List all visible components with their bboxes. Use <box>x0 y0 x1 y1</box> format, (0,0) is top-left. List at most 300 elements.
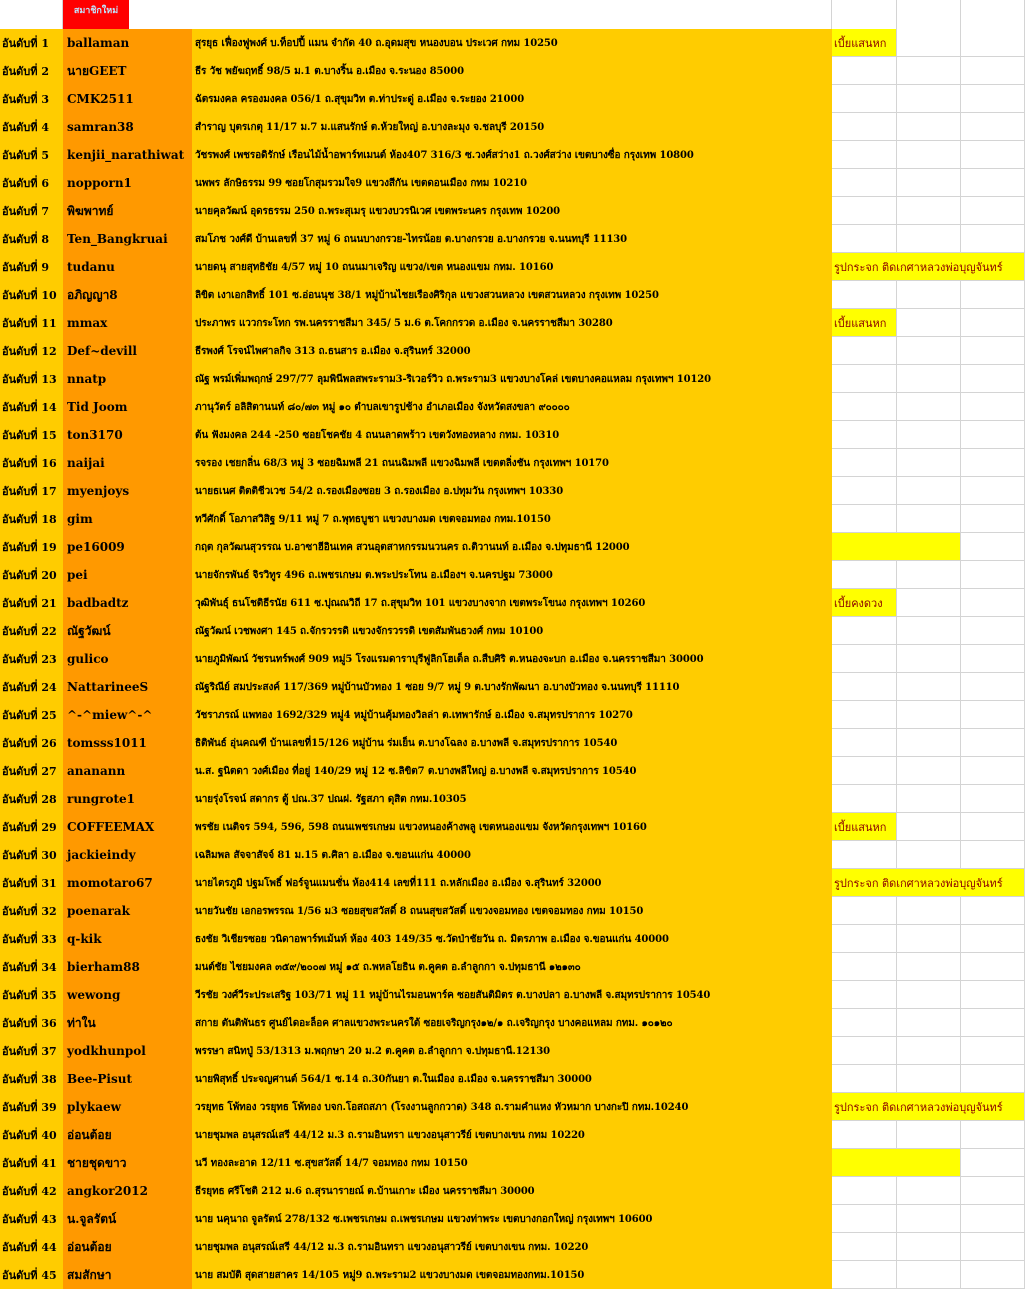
address-cell[interactable] <box>192 701 832 729</box>
address-cell[interactable] <box>192 421 832 449</box>
note-cell[interactable] <box>832 757 897 785</box>
rank-cell[interactable] <box>0 505 63 533</box>
username-cell-text: nnatp <box>67 372 107 386</box>
rank-cell[interactable] <box>0 29 63 57</box>
username-cell[interactable] <box>63 477 192 505</box>
username-cell[interactable] <box>63 589 192 617</box>
address-cell[interactable] <box>192 897 832 925</box>
empty-cell-f[interactable] <box>961 1261 1025 1289</box>
address-cell[interactable] <box>192 1261 832 1289</box>
empty-cell-f[interactable] <box>961 113 1025 141</box>
empty-cell-e[interactable] <box>897 197 961 225</box>
username-cell[interactable] <box>63 281 192 309</box>
rank-cell[interactable] <box>0 1009 63 1037</box>
empty-cell-e[interactable] <box>897 85 961 113</box>
address-cell[interactable] <box>192 281 832 309</box>
rank-cell-text: อันดับที่ 32 <box>2 905 57 918</box>
username-cell[interactable] <box>63 757 192 785</box>
empty-cell-f[interactable] <box>961 589 1025 617</box>
note-cell[interactable] <box>832 225 897 253</box>
username-cell[interactable] <box>63 869 192 897</box>
empty-cell-f[interactable] <box>961 141 1025 169</box>
note-cell[interactable] <box>832 617 897 645</box>
username-cell[interactable] <box>63 673 192 701</box>
rank-cell[interactable] <box>0 1037 63 1065</box>
header-cell-d[interactable] <box>832 0 897 29</box>
table-row <box>0 281 1025 309</box>
rank-cell[interactable] <box>0 701 63 729</box>
empty-cell-e[interactable] <box>897 281 961 309</box>
rank-cell[interactable] <box>0 281 63 309</box>
empty-cell-f[interactable] <box>961 1233 1025 1261</box>
empty-cell-e[interactable] <box>897 1177 961 1205</box>
empty-cell-e[interactable] <box>897 393 961 421</box>
note-cell[interactable] <box>832 141 897 169</box>
table-row <box>0 1233 1025 1261</box>
note-cell[interactable] <box>832 841 897 869</box>
address-cell[interactable] <box>192 253 832 281</box>
empty-cell-f[interactable] <box>961 981 1025 1009</box>
address-cell[interactable] <box>192 1149 832 1177</box>
rank-cell[interactable] <box>0 113 63 141</box>
address-cell[interactable] <box>192 393 832 421</box>
note-cell[interactable] <box>832 1037 897 1065</box>
username-cell[interactable] <box>63 57 192 85</box>
address-cell[interactable] <box>192 729 832 757</box>
note-cell[interactable] <box>832 421 897 449</box>
empty-cell-f[interactable] <box>961 1205 1025 1233</box>
note-cell[interactable] <box>832 533 897 561</box>
empty-cell-f[interactable] <box>961 1065 1025 1093</box>
address-cell[interactable] <box>192 1233 832 1261</box>
note-cell[interactable] <box>832 673 897 701</box>
empty-cell-f[interactable] <box>961 701 1025 729</box>
username-cell[interactable] <box>63 729 192 757</box>
empty-cell-f[interactable] <box>961 1037 1025 1065</box>
address-cell[interactable] <box>192 505 832 533</box>
address-cell[interactable] <box>192 113 832 141</box>
rank-cell[interactable] <box>0 981 63 1009</box>
address-cell[interactable] <box>192 1037 832 1065</box>
empty-cell-e[interactable] <box>897 1205 961 1233</box>
rank-cell[interactable] <box>0 1177 63 1205</box>
username-cell-text: COFFEEMAX <box>67 820 155 834</box>
address-cell[interactable] <box>192 1065 832 1093</box>
empty-cell-e[interactable] <box>897 1261 961 1289</box>
rank-cell[interactable] <box>0 477 63 505</box>
note-cell[interactable] <box>832 589 897 617</box>
username-cell[interactable] <box>63 1261 192 1289</box>
username-cell[interactable] <box>63 141 192 169</box>
new-members-title[interactable]: สมาชิกใหม่ <box>63 0 129 29</box>
address-cell[interactable] <box>192 589 832 617</box>
rank-cell[interactable] <box>0 757 63 785</box>
rank-cell-text: อันดับที่ 38 <box>2 1073 57 1086</box>
empty-cell-e[interactable] <box>897 505 961 533</box>
empty-cell-f[interactable] <box>961 365 1025 393</box>
username-cell[interactable] <box>63 449 192 477</box>
rank-cell[interactable] <box>0 449 63 477</box>
empty-cell-f[interactable] <box>961 757 1025 785</box>
note-cell[interactable] <box>832 57 897 85</box>
username-cell[interactable] <box>63 533 192 561</box>
note-cell[interactable] <box>832 1065 897 1093</box>
rank-cell[interactable] <box>0 57 63 85</box>
empty-cell-e[interactable] <box>897 1009 961 1037</box>
empty-cell-e[interactable] <box>897 29 961 57</box>
note-cell[interactable] <box>832 1177 897 1205</box>
empty-cell-e[interactable] <box>897 337 961 365</box>
username-cell[interactable] <box>63 225 192 253</box>
address-cell[interactable] <box>192 477 832 505</box>
note-cell[interactable] <box>832 393 897 421</box>
username-cell[interactable] <box>63 85 192 113</box>
address-cell-text: ณัฐ พรม์เพิ่มพฤกษ์ 297/77 ลุมพินีพลสพระราม3-ริเวอร์วิว ถ.พระราม3 แขวงบางโคล่ เขตบางคอแหลม กรุงเทพฯ 10120 <box>195 373 712 385</box>
note-cell[interactable] <box>832 701 897 729</box>
rank-cell[interactable] <box>0 729 63 757</box>
empty-cell-f[interactable] <box>961 85 1025 113</box>
address-cell[interactable] <box>192 337 832 365</box>
rank-cell[interactable] <box>0 785 63 813</box>
rank-cell[interactable] <box>0 197 63 225</box>
username-cell[interactable] <box>63 421 192 449</box>
rank-cell[interactable] <box>0 1261 63 1289</box>
username-cell-text: kenjii_narathiwat <box>67 148 185 162</box>
note-cell[interactable] <box>832 645 897 673</box>
address-cell[interactable] <box>192 141 832 169</box>
note-cell[interactable] <box>832 309 897 337</box>
empty-cell-e[interactable] <box>897 1121 961 1149</box>
address-cell[interactable] <box>192 925 832 953</box>
empty-cell-f[interactable] <box>961 421 1025 449</box>
rank-cell[interactable] <box>0 141 63 169</box>
note-cell[interactable] <box>832 925 897 953</box>
address-cell[interactable] <box>192 785 832 813</box>
empty-cell-e[interactable] <box>897 561 961 589</box>
address-cell[interactable] <box>192 309 832 337</box>
empty-cell-f[interactable] <box>961 281 1025 309</box>
note-cell[interactable] <box>832 1009 897 1037</box>
note-cell[interactable] <box>832 449 897 477</box>
empty-cell-f[interactable] <box>961 197 1025 225</box>
rank-cell[interactable] <box>0 561 63 589</box>
username-cell[interactable] <box>63 617 192 645</box>
empty-cell-e[interactable] <box>897 953 961 981</box>
rank-cell[interactable] <box>0 393 63 421</box>
rank-cell[interactable] <box>0 1093 63 1121</box>
rank-cell[interactable] <box>0 337 63 365</box>
empty-cell-f[interactable] <box>961 813 1025 841</box>
address-cell[interactable] <box>192 981 832 1009</box>
address-cell[interactable] <box>192 197 832 225</box>
address-cell[interactable] <box>192 673 832 701</box>
username-cell[interactable] <box>63 29 192 57</box>
note-cell[interactable] <box>832 281 897 309</box>
empty-cell-f[interactable] <box>961 645 1025 673</box>
empty-cell-f[interactable] <box>961 1121 1025 1149</box>
note-cell[interactable] <box>832 337 897 365</box>
empty-cell-e[interactable] <box>897 169 961 197</box>
username-cell[interactable] <box>63 365 192 393</box>
rank-cell[interactable] <box>0 869 63 897</box>
empty-cell-e[interactable] <box>897 1065 961 1093</box>
empty-cell-f[interactable] <box>961 225 1025 253</box>
rank-cell[interactable] <box>0 841 63 869</box>
username-cell[interactable] <box>63 785 192 813</box>
username-cell[interactable] <box>63 1149 192 1177</box>
note-cell[interactable] <box>832 561 897 589</box>
username-cell[interactable] <box>63 813 192 841</box>
empty-cell-e[interactable] <box>897 673 961 701</box>
empty-cell-f[interactable] <box>961 309 1025 337</box>
address-cell[interactable] <box>192 365 832 393</box>
username-cell[interactable] <box>63 337 192 365</box>
address-cell[interactable] <box>192 533 832 561</box>
empty-cell-e[interactable] <box>897 365 961 393</box>
rank-cell[interactable] <box>0 1121 63 1149</box>
address-cell[interactable] <box>192 757 832 785</box>
note-cell[interactable] <box>832 869 1003 897</box>
empty-cell-f[interactable] <box>961 449 1025 477</box>
address-cell-text: นายไตรภูมิ ปฐมโพธิ์ ฟอร์จูนแมนชั่น ห้อง414 เลขที่111 ถ.หลักเมือง อ.เมือง จ.สุรินทร์ 32000 <box>195 877 602 889</box>
note-cell[interactable] <box>832 729 897 757</box>
note-cell[interactable] <box>832 169 897 197</box>
note-cell[interactable] <box>832 85 897 113</box>
note-cell[interactable] <box>832 1233 897 1261</box>
empty-cell-e[interactable] <box>897 421 961 449</box>
address-cell[interactable] <box>192 645 832 673</box>
empty-cell-e[interactable] <box>897 701 961 729</box>
rank-cell[interactable] <box>0 1149 63 1177</box>
rank-cell[interactable] <box>0 533 63 561</box>
note-cell[interactable] <box>832 1121 897 1149</box>
empty-cell-f[interactable] <box>961 1149 1025 1177</box>
rank-cell-text: อันดับที่ 20 <box>2 569 57 582</box>
username-cell[interactable] <box>63 1233 192 1261</box>
empty-cell-f[interactable] <box>961 953 1025 981</box>
username-cell-text: tudanu <box>67 260 115 274</box>
empty-cell-f[interactable] <box>961 337 1025 365</box>
username-cell[interactable] <box>63 1037 192 1065</box>
address-cell[interactable] <box>192 1093 832 1121</box>
rank-cell[interactable] <box>0 813 63 841</box>
username-cell-text: samran38 <box>67 120 134 134</box>
address-cell-text: มนต์ชัย ไชยมงคล ๓๕๙/๒๐๐๗ หมู่ ๑๕ ถ.พหลโยธิน ต.คูคต อ.ลำลูกกา จ.ปทุมธานี ๑๒๑๓๐ <box>195 961 581 973</box>
rank-cell[interactable] <box>0 897 63 925</box>
address-cell[interactable] <box>192 57 832 85</box>
empty-cell-f[interactable] <box>961 169 1025 197</box>
username-cell[interactable] <box>63 505 192 533</box>
empty-cell-e[interactable] <box>897 1037 961 1065</box>
header-cell-e[interactable] <box>897 0 961 29</box>
empty-cell-e[interactable] <box>897 925 961 953</box>
empty-cell-f[interactable] <box>961 785 1025 813</box>
empty-cell-e[interactable] <box>897 141 961 169</box>
address-cell[interactable] <box>192 1205 832 1233</box>
empty-cell-f[interactable] <box>961 617 1025 645</box>
rank-cell[interactable] <box>0 85 63 113</box>
username-cell[interactable] <box>63 841 192 869</box>
note-cell[interactable] <box>832 785 897 813</box>
note-cell[interactable] <box>832 1093 1003 1121</box>
username-cell[interactable] <box>63 253 192 281</box>
address-cell[interactable] <box>192 449 832 477</box>
note-cell[interactable] <box>832 981 897 1009</box>
address-cell-text: น.ส. ฐนิตดา วงศ์เมือง ที่อยู่ 140/29 หมู่ 12 ซ.ลิขิต7 ต.บางพลีใหญ่ อ.บางพลี จ.สมุทรปราการ 10540 <box>195 765 637 777</box>
note-cell[interactable] <box>832 813 897 841</box>
address-cell-text: ธงชัย วิเชียรซอย วนิดาอพาร์ทเม้นท์ ห้อง 403 149/35 ซ.วัดป่าชัยวัน ถ. มิตรภาพ อ.เมือง จ.ขอนแก่น 40000 <box>195 933 669 945</box>
note-cell[interactable] <box>832 477 897 505</box>
address-cell[interactable] <box>192 169 832 197</box>
address-cell[interactable] <box>192 953 832 981</box>
rank-cell[interactable] <box>0 925 63 953</box>
note-cell[interactable] <box>832 365 897 393</box>
address-cell-text: ต้น ฟังมงคล 244 -250 ซอยโชคชัย 4 ถนนลาดพร้าว เขตวังทองหลาง กทม. 10310 <box>195 429 560 441</box>
note-cell[interactable] <box>832 1149 897 1177</box>
empty-cell-e[interactable] <box>897 813 961 841</box>
rank-cell-text: อันดับที่ 7 <box>2 205 49 218</box>
rank-cell[interactable] <box>0 589 63 617</box>
username-cell-text: CMK2511 <box>67 92 134 106</box>
rank-cell[interactable] <box>0 1205 63 1233</box>
rank-cell-text: อันดับที่ 40 <box>2 1129 57 1142</box>
username-cell[interactable] <box>63 981 192 1009</box>
empty-cell-e[interactable] <box>897 757 961 785</box>
empty-cell-e[interactable] <box>897 729 961 757</box>
address-cell[interactable] <box>192 1121 832 1149</box>
empty-cell-e[interactable] <box>897 981 961 1009</box>
empty-cell-e[interactable] <box>897 477 961 505</box>
empty-cell-e[interactable] <box>897 785 961 813</box>
address-cell[interactable] <box>192 29 832 57</box>
empty-cell-e[interactable] <box>897 645 961 673</box>
username-cell[interactable] <box>63 393 192 421</box>
username-cell[interactable] <box>63 1009 192 1037</box>
header-cell-f[interactable] <box>961 0 1025 29</box>
note-cell[interactable] <box>832 953 897 981</box>
empty-cell-e[interactable] <box>897 841 961 869</box>
empty-cell-f[interactable] <box>961 897 1025 925</box>
rank-cell-text: อันดับที่ 31 <box>2 877 57 890</box>
username-cell[interactable] <box>63 953 192 981</box>
empty-cell-f[interactable] <box>961 561 1025 589</box>
address-cell[interactable] <box>192 561 832 589</box>
username-cell[interactable] <box>63 645 192 673</box>
empty-cell-e[interactable] <box>897 589 961 617</box>
rank-cell[interactable] <box>0 1233 63 1261</box>
empty-cell-f[interactable] <box>961 925 1025 953</box>
rank-cell[interactable] <box>0 617 63 645</box>
note-cell[interactable] <box>832 1261 897 1289</box>
empty-cell-f[interactable] <box>961 29 1025 57</box>
username-cell[interactable] <box>63 1065 192 1093</box>
username-cell-text: wewong <box>67 988 121 1002</box>
address-cell[interactable] <box>192 841 832 869</box>
address-cell[interactable] <box>192 225 832 253</box>
note-cell[interactable] <box>832 197 897 225</box>
empty-cell-e[interactable] <box>897 309 961 337</box>
rank-cell[interactable] <box>0 953 63 981</box>
note-cell[interactable] <box>832 505 897 533</box>
username-cell[interactable] <box>63 1093 192 1121</box>
rank-cell[interactable] <box>0 169 63 197</box>
empty-cell-e[interactable] <box>897 617 961 645</box>
username-cell[interactable] <box>63 561 192 589</box>
empty-cell-f[interactable] <box>961 533 1025 561</box>
username-cell-text: นายGEET <box>67 63 127 78</box>
username-cell[interactable] <box>63 897 192 925</box>
empty-cell-e[interactable] <box>897 225 961 253</box>
username-cell[interactable] <box>63 309 192 337</box>
address-cell[interactable] <box>192 617 832 645</box>
username-cell-text: ชายชุดขาว <box>67 1155 127 1170</box>
note-cell[interactable] <box>832 253 1003 281</box>
table-row <box>0 85 1025 113</box>
address-cell[interactable] <box>192 813 832 841</box>
rank-cell[interactable] <box>0 645 63 673</box>
username-cell[interactable] <box>63 925 192 953</box>
username-cell[interactable] <box>63 197 192 225</box>
note-cell[interactable] <box>832 897 897 925</box>
note-cell[interactable] <box>832 29 897 57</box>
empty-cell-e[interactable] <box>897 533 961 561</box>
rank-cell[interactable] <box>0 1065 63 1093</box>
empty-cell-e[interactable] <box>897 1233 961 1261</box>
rank-cell[interactable] <box>0 421 63 449</box>
username-cell[interactable] <box>63 1177 192 1205</box>
address-cell-text: นายชุมพล อนุสรณ์เสรี 44/12 ม.3 ถ.รามอินทรา แขวงอนุสาวรีย์ เขตบางเขน กทม 10220 <box>195 1129 585 1141</box>
empty-cell-e[interactable] <box>897 449 961 477</box>
empty-cell-e[interactable] <box>897 897 961 925</box>
empty-cell-f[interactable] <box>961 841 1025 869</box>
empty-cell-f[interactable] <box>961 477 1025 505</box>
note-cell[interactable] <box>832 113 897 141</box>
address-cell-text: เฉลิมพล สัจจาสัจจ์ 81 ม.15 ต.ศิลา อ.เมือง จ.ขอนแก่น 40000 <box>195 849 471 861</box>
table-row <box>0 1205 1025 1233</box>
empty-cell-e[interactable] <box>897 113 961 141</box>
rank-cell[interactable] <box>0 253 63 281</box>
address-cell[interactable] <box>192 1177 832 1205</box>
username-cell[interactable] <box>63 1121 192 1149</box>
empty-cell-f[interactable] <box>961 393 1025 421</box>
empty-cell-f[interactable] <box>961 673 1025 701</box>
empty-cell-f[interactable] <box>961 729 1025 757</box>
empty-cell-f[interactable] <box>961 505 1025 533</box>
address-cell[interactable] <box>192 85 832 113</box>
username-cell[interactable] <box>63 113 192 141</box>
empty-cell-f[interactable] <box>961 57 1025 85</box>
empty-cell-f[interactable] <box>961 1009 1025 1037</box>
rank-cell[interactable] <box>0 365 63 393</box>
address-cell-text: นายชุมพล อนุสรณ์เสรี 44/12 ม.3 ถ.รามอินทรา แขวงอนุสาวรีย์ เขตบางเขน กทม. 10220 <box>195 1241 589 1253</box>
username-cell-text: plykaew <box>67 1100 121 1114</box>
rank-cell[interactable] <box>0 225 63 253</box>
username-cell[interactable] <box>63 169 192 197</box>
header-cell-a[interactable] <box>0 0 63 29</box>
header-cell-c[interactable] <box>129 0 832 29</box>
empty-cell-f[interactable] <box>961 1177 1025 1205</box>
address-cell[interactable] <box>192 1009 832 1037</box>
empty-cell-e[interactable] <box>897 1149 961 1177</box>
note-cell[interactable] <box>832 1205 897 1233</box>
address-cell[interactable] <box>192 869 832 897</box>
username-cell[interactable] <box>63 1205 192 1233</box>
table-row <box>0 197 1025 225</box>
rank-cell[interactable] <box>0 673 63 701</box>
empty-cell-e[interactable] <box>897 57 961 85</box>
username-cell[interactable] <box>63 701 192 729</box>
rank-cell[interactable] <box>0 309 63 337</box>
